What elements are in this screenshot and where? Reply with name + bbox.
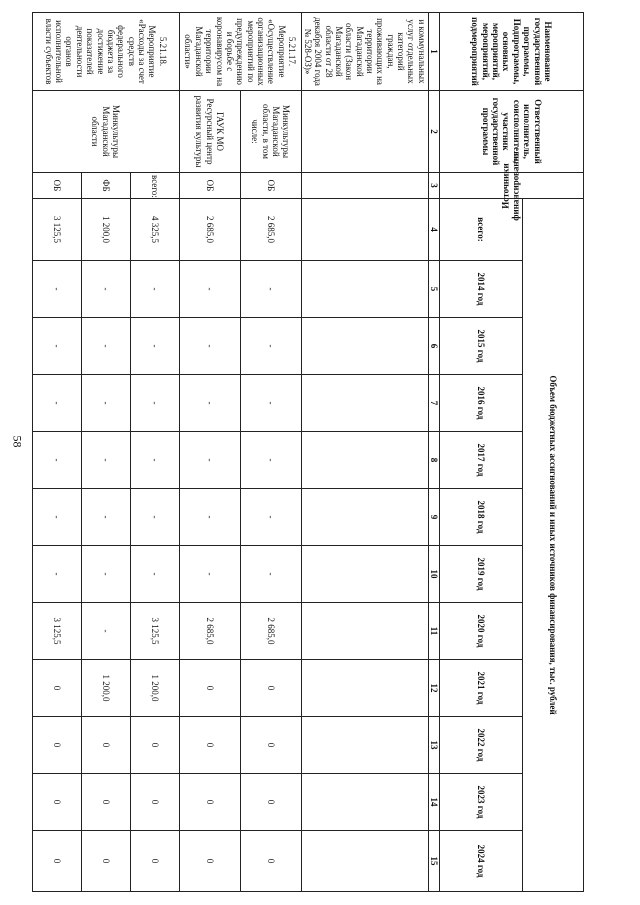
- row-year-value: 1 200,0: [130, 660, 179, 717]
- row-year-value: 0: [81, 774, 130, 831]
- row-year-value: -: [81, 375, 130, 432]
- row-source: ОБ: [240, 173, 301, 199]
- header-year: 2024 год: [440, 831, 523, 892]
- row-year-value: 0: [32, 717, 81, 774]
- row-total: 3 125,5: [32, 199, 81, 261]
- row-year-value: -: [130, 318, 179, 375]
- table-row: [301, 13, 428, 892]
- row-year-value: 0: [240, 831, 301, 892]
- header-year: 2019 год: [440, 546, 523, 603]
- row-year-value: -: [81, 546, 130, 603]
- row-year-value: -: [81, 603, 130, 660]
- column-number: 15: [428, 831, 439, 892]
- column-number: 9: [428, 489, 439, 546]
- row-year-value: 3 125,5: [32, 603, 81, 660]
- row-year-value: -: [179, 432, 240, 489]
- header-year: 2015 год: [440, 318, 523, 375]
- header-year: 2018 год: [440, 489, 523, 546]
- column-number: 8: [428, 432, 439, 489]
- row-year-value: [301, 831, 428, 892]
- table-row: [130, 13, 179, 892]
- row-year-value: -: [81, 489, 130, 546]
- row-year-value: -: [179, 546, 240, 603]
- row-year-value: -: [32, 318, 81, 375]
- row-year-value: 0: [240, 660, 301, 717]
- financing-table-rotated: [43, 12, 584, 890]
- row-responsible: Минкультуры Магаданской области: [32, 91, 179, 173]
- column-number: 14: [428, 774, 439, 831]
- row-year-value: 0: [240, 717, 301, 774]
- row-year-value: 0: [179, 831, 240, 892]
- row-year-value: 0: [32, 660, 81, 717]
- row-year-value: 0: [179, 717, 240, 774]
- row-responsible: ГАУК МО Ресурсный центр развития культуры: [179, 91, 240, 173]
- row-year-value: 2 685,0: [240, 603, 301, 660]
- row-name: и коммунальных услуг отдельных категорий граждан, проживающих на территории Магаданской области (Закон Магаданской области от 28 декабря 2004 года № 528-ОЗ)»: [301, 13, 428, 91]
- row-total: 2 685,0: [240, 199, 301, 261]
- column-number: 3: [428, 173, 439, 199]
- row-year-value: 0: [130, 831, 179, 892]
- row-year-value: -: [179, 318, 240, 375]
- column-number: 11: [428, 603, 439, 660]
- column-number: 10: [428, 546, 439, 603]
- column-number-row: [428, 13, 439, 892]
- row-year-value: [301, 717, 428, 774]
- row-source: ОБ: [179, 173, 240, 199]
- row-source: ФБ: [81, 173, 130, 199]
- column-number: 7: [428, 375, 439, 432]
- header-year: 2014 год: [440, 261, 523, 318]
- row-year-value: 2 685,0: [179, 603, 240, 660]
- column-number: 2: [428, 91, 439, 173]
- row-year-value: [301, 375, 428, 432]
- column-number: 6: [428, 318, 439, 375]
- row-year-value: 3 125,5: [130, 603, 179, 660]
- row-year-value: 0: [179, 774, 240, 831]
- row-year-value: -: [130, 546, 179, 603]
- row-year-value: -: [32, 432, 81, 489]
- row-year-value: [301, 603, 428, 660]
- header-year: 2017 год: [440, 432, 523, 489]
- row-year-value: -: [179, 261, 240, 318]
- row-year-value: -: [81, 261, 130, 318]
- row-year-value: -: [32, 375, 81, 432]
- row-year-value: -: [240, 375, 301, 432]
- row-year-value: [301, 318, 428, 375]
- row-year-value: 1 200,0: [81, 660, 130, 717]
- row-year-value: [301, 489, 428, 546]
- row-year-value: -: [240, 432, 301, 489]
- row-total: [301, 199, 428, 261]
- column-number: 4: [428, 199, 439, 261]
- row-name: 5.21.18. Мероприятие «Расходы за счет средств федерального бюджета за достижение показателей деятельности органов исполнительной власти субъектов: [32, 13, 179, 91]
- row-year-value: -: [240, 318, 301, 375]
- row-year-value: -: [32, 489, 81, 546]
- row-year-value: [301, 660, 428, 717]
- row-year-value: [301, 546, 428, 603]
- row-year-value: -: [81, 432, 130, 489]
- row-year-value: 0: [240, 774, 301, 831]
- financing-table: [32, 12, 584, 892]
- page-number: 58: [10, 435, 25, 448]
- header-funding-group: Объем бюджетных ассигнований и иных источников финансирования, тыс. рублей: [523, 199, 584, 892]
- header-name: Наименование государственной программы, Подпрограммы, основных мероприятий, мероприятий, подмероприятий: [440, 13, 584, 91]
- row-year-value: -: [130, 489, 179, 546]
- row-year-value: -: [240, 546, 301, 603]
- table-row: [240, 13, 301, 892]
- header-year: 2020 год: [440, 603, 523, 660]
- row-year-value: [301, 261, 428, 318]
- row-year-value: 0: [81, 717, 130, 774]
- row-total: 4 325,5: [130, 199, 179, 261]
- row-year-value: -: [81, 318, 130, 375]
- column-number: 13: [428, 717, 439, 774]
- header-source: Источники финансирования: [440, 173, 584, 199]
- row-year-value: -: [130, 375, 179, 432]
- row-year-value: 0: [32, 831, 81, 892]
- row-year-value: [301, 432, 428, 489]
- row-total: 1 200,0: [81, 199, 130, 261]
- row-year-value: [301, 774, 428, 831]
- row-year-value: 0: [130, 774, 179, 831]
- header-year: 2021 год: [440, 660, 523, 717]
- row-year-value: -: [130, 432, 179, 489]
- row-year-value: -: [240, 261, 301, 318]
- row-year-value: 0: [130, 717, 179, 774]
- table-row: [179, 13, 240, 892]
- row-year-value: -: [130, 261, 179, 318]
- column-number: 12: [428, 660, 439, 717]
- column-number: 5: [428, 261, 439, 318]
- row-name: 5.21.17. Мероприятие «Осуществление организационных мероприятий по предупреждению и борьбе с коронавирусом на территории Магаданской области»: [179, 13, 301, 91]
- header-year: 2016 год: [440, 375, 523, 432]
- header-year: 2022 год: [440, 717, 523, 774]
- header-year: 2023 год: [440, 774, 523, 831]
- header-total: всего:: [440, 199, 523, 261]
- row-year-value: -: [240, 489, 301, 546]
- row-source: всего:: [130, 173, 179, 199]
- row-source: ОБ: [32, 173, 81, 199]
- row-year-value: -: [32, 261, 81, 318]
- row-responsible: Минкультуры Магаданской области, в том числе:: [240, 91, 301, 173]
- row-year-value: -: [179, 375, 240, 432]
- row-responsible: [301, 91, 428, 173]
- row-year-value: -: [179, 489, 240, 546]
- row-year-value: 0: [179, 660, 240, 717]
- row-year-value: 0: [32, 774, 81, 831]
- column-number: 1: [428, 13, 439, 91]
- row-source: [301, 173, 428, 199]
- row-year-value: -: [32, 546, 81, 603]
- row-year-value: 0: [81, 831, 130, 892]
- header-responsible: Ответственный исполнитель, соисполнитель, участник государственной программы: [440, 91, 584, 173]
- row-total: 2 685,0: [179, 199, 240, 261]
